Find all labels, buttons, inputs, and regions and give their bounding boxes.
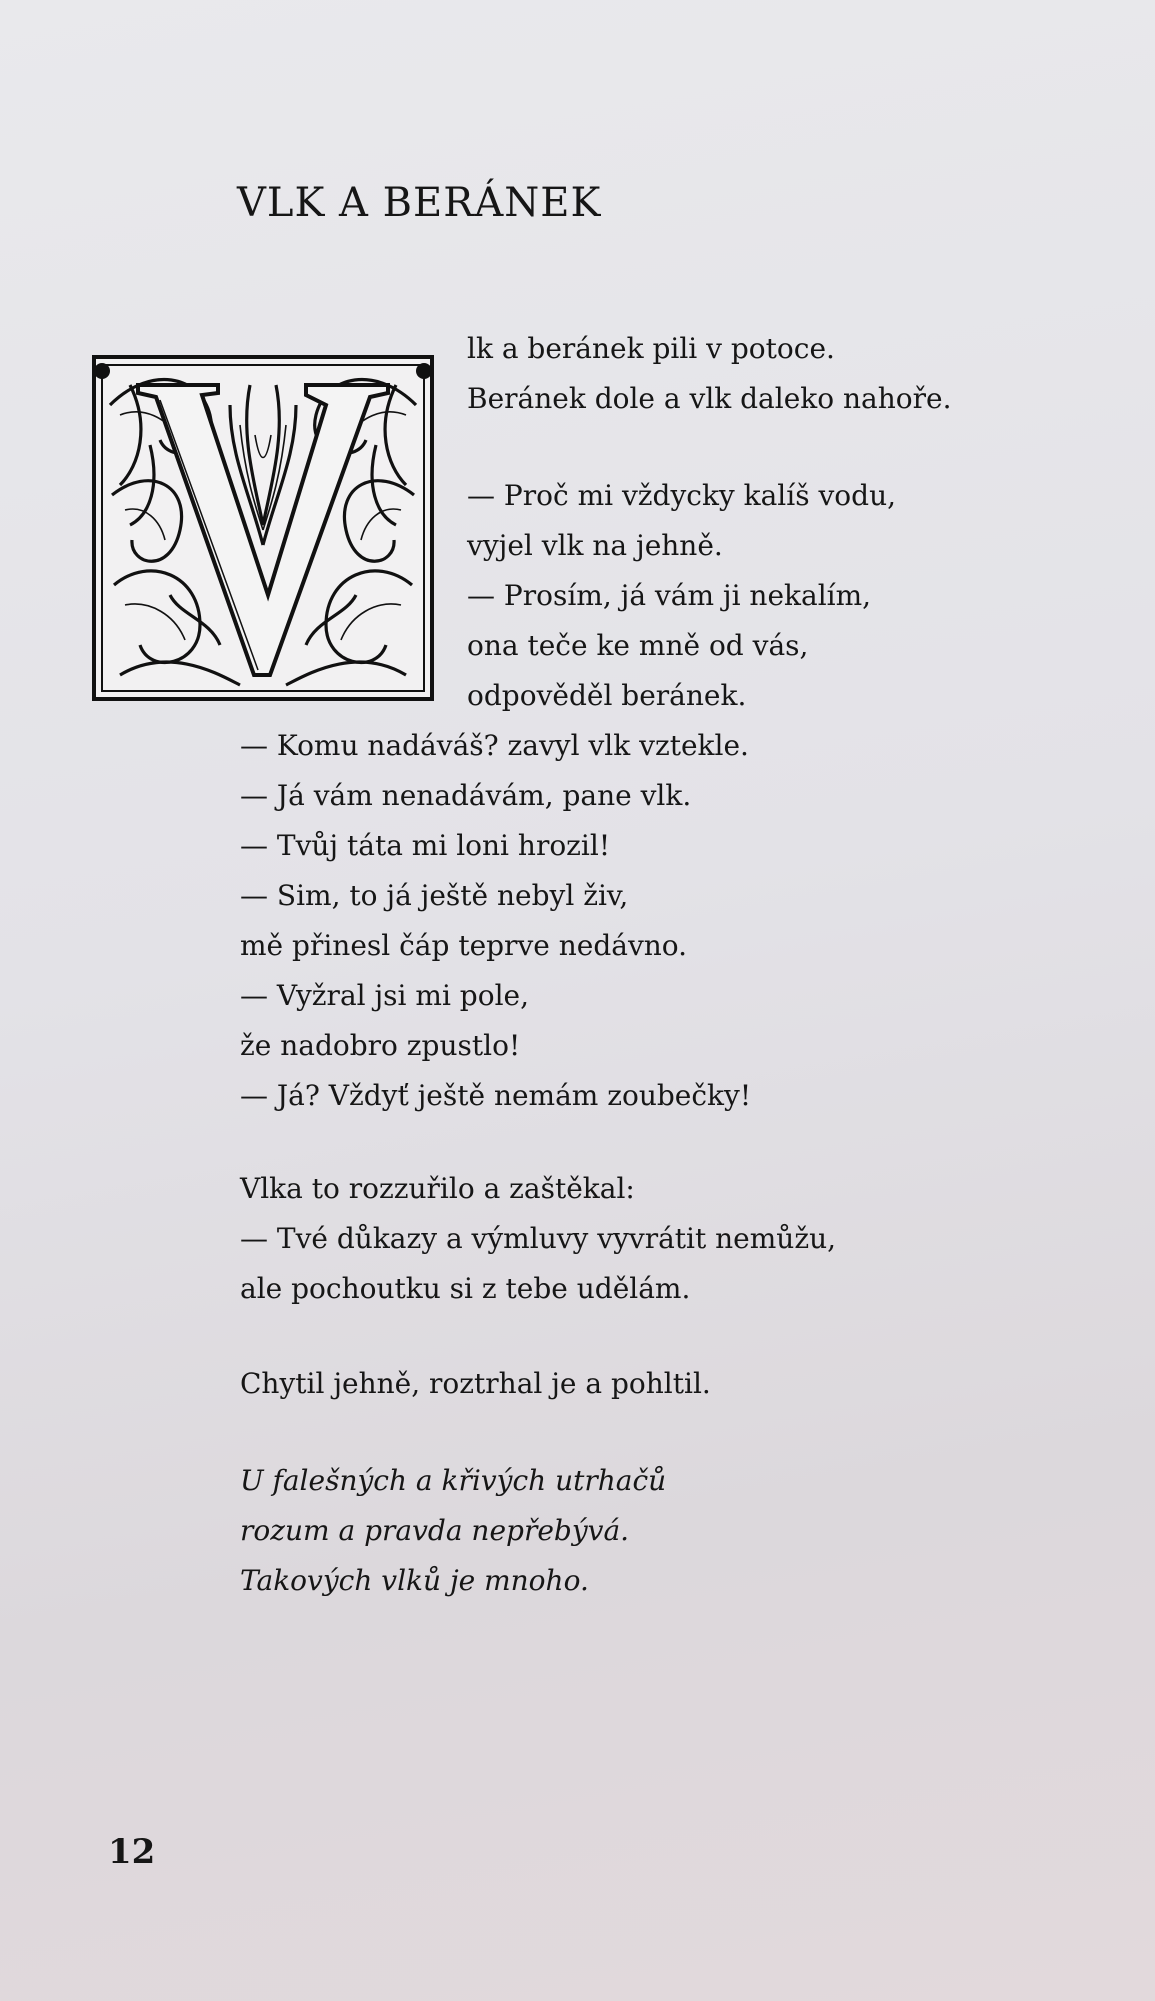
drop-cap-ornament [90,345,436,705]
ending-line: Chytil jehně, roztrhal je a pohltil. [240,1367,711,1400]
rage-line: Vlka to rozzuřilo a zaštěkal: [240,1172,635,1205]
page-title: VLK A BERÁNEK [237,180,602,226]
moral-line: Takových vlků je mnoho. [240,1564,589,1597]
dialogue-line: — Já vám nenadávám, pane vlk. [240,779,692,812]
drop-cap-letter-text: V [90,345,91,346]
dialogue-line: vyjel vlk na jehně. [467,529,723,562]
rage-line: ale pochoutku si z tebe udělám. [240,1272,691,1305]
dialogue-line: mě přinesl čáp teprve nedávno. [240,929,688,962]
intro-line: Beránek dole a vlk daleko nahoře. [467,382,952,415]
dialogue-line: — Prosím, já vám ji nekalím, [467,579,872,612]
intro-line: lk a beránek pili v potoce. [467,332,835,365]
dialogue-line: — Já? Vždyť ještě nemám zoubečky! [240,1079,752,1112]
dialogue-line: — Vyžral jsi mi pole, [240,979,530,1012]
page-number: 12 [108,1832,156,1872]
dialogue-line: že nadobro zpustlo! [240,1029,521,1062]
moral-line: rozum a pravda nepřebývá. [240,1514,630,1547]
dialogue-line: — Komu nadáváš? zavyl vlk vztekle. [240,729,749,762]
dialogue-line: — Tvůj táta mi loni hrozil! [240,829,611,862]
dialogue-line: ona teče ke mně od vás, [467,629,809,662]
dialogue-line: odpověděl beránek. [467,679,747,712]
rage-line: — Tvé důkazy a výmluvy vyvrátit nemůžu, [240,1222,837,1255]
dialogue-line: — Proč mi vždycky kalíš vodu, [467,479,897,512]
dialogue-line: — Sim, to já ještě nebyl živ, [240,879,629,912]
moral-line: U falešných a křivých utrhačů [240,1464,667,1497]
